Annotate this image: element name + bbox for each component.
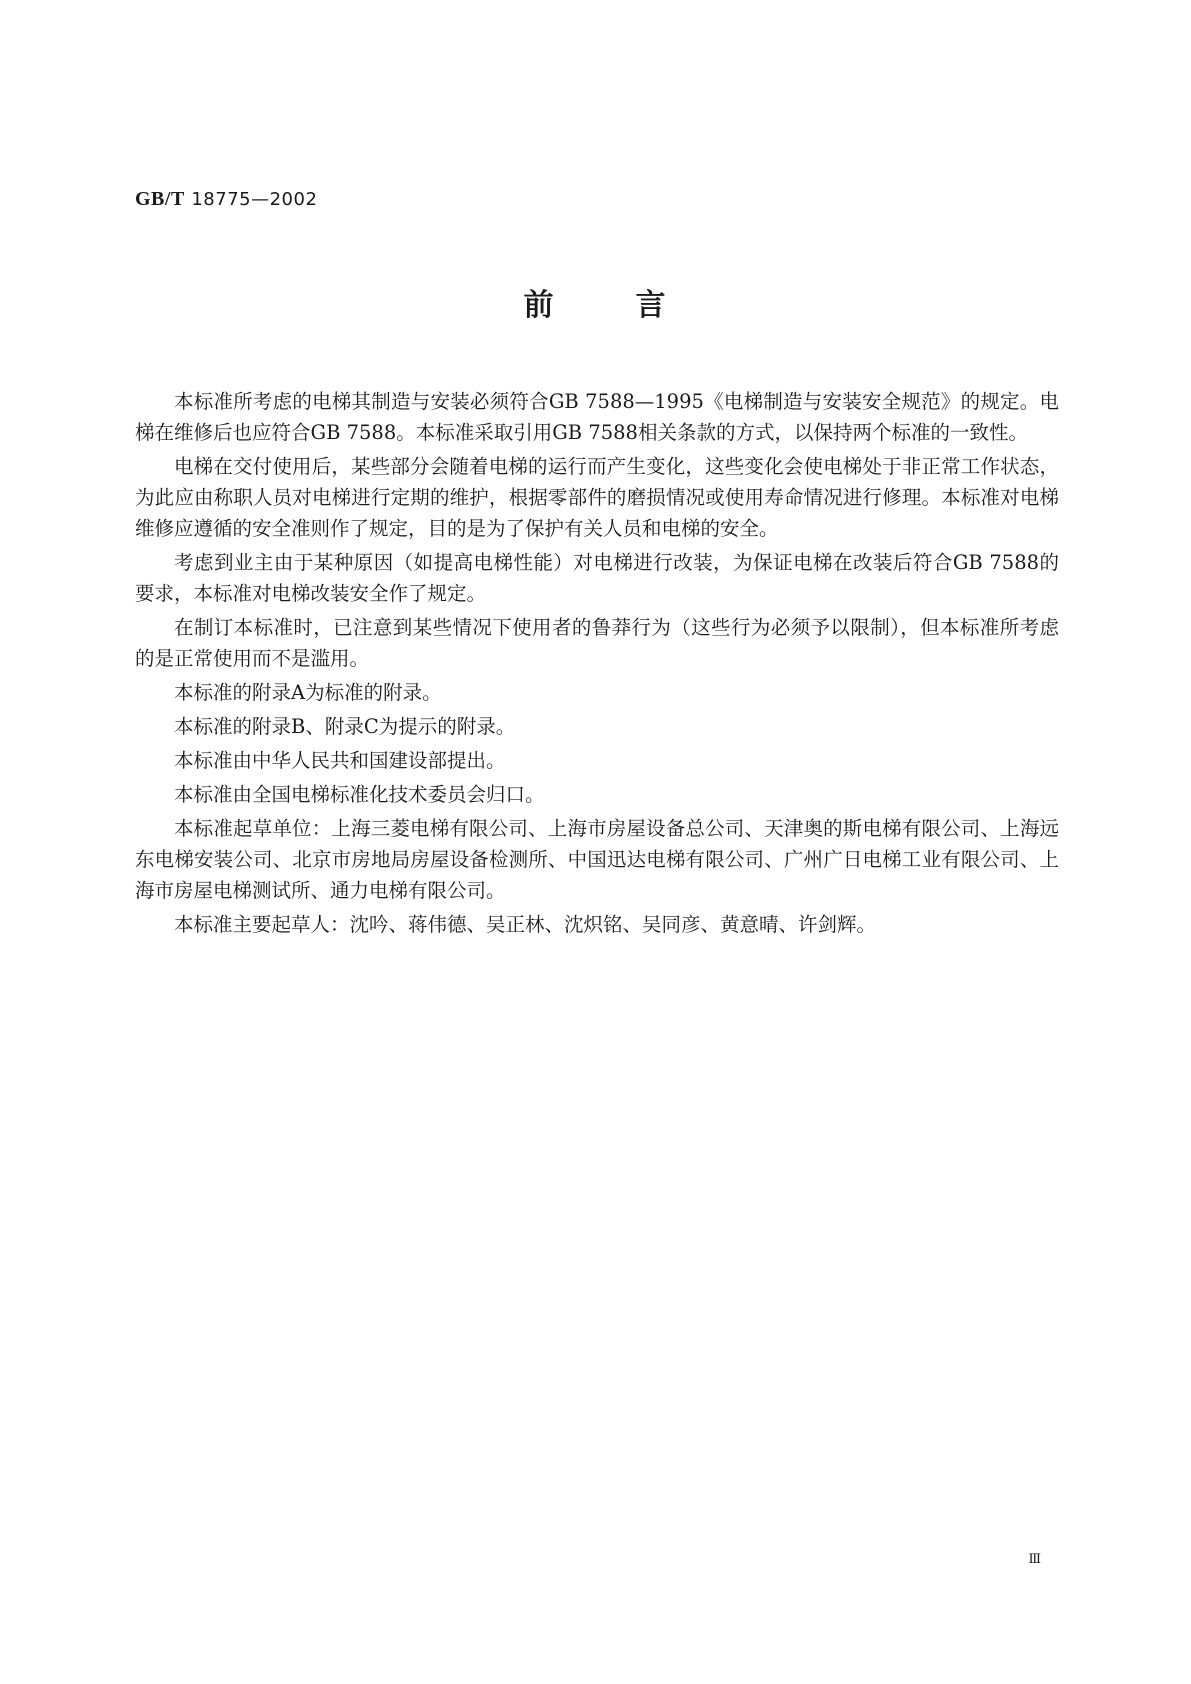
paragraph: 本标准由全国电梯标准化技术委员会归口。 [174,783,545,806]
paragraph: 本标准由中华人民共和国建设部提出。 [174,749,506,772]
page-number: Ⅲ [1028,1552,1041,1567]
paragraph: 在制订本标准时，已注意到某些情况下使用者的鲁莽行为（这些行为必须予以限制），但本标准所考虑的是正常使用而不是滥用。 [135,616,1059,670]
paragraph: 本标准的附录B、附录C为提示的附录。 [174,715,516,738]
page-title-char-2: 言 [635,288,668,323]
paragraph: 电梯在交付使用后，某些部分会随着电梯的运行而产生变化，这些变化会使电梯处于非正常工作状态，为此应由称职人员对电梯进行定期的维护，根据零部件的磨损情况或使用寿命情况进行修理。本标准对电梯维修应遵循的安全准则作了规定，目的是为了保护有关人员和电梯的安全。 [135,455,1059,540]
paragraph: 本标准主要起草人：沈吟、蒋伟德、吴正林、沈炽铭、吴同彦、黄意晴、许剑辉。 [174,913,877,936]
paragraph: 本标准的附录A为标准的附录。 [174,681,442,704]
page-title [0,280,1191,324]
standard-code: GB/T [135,188,185,210]
standard-number: 18775—2002 [191,189,318,210]
paragraph: 本标准所考虑的电梯其制造与安装必须符合GB 7588—1995《电梯制造与安装安全规范》的规定。电梯在维修后也应符合GB 7588。本标准采取引用GB 7588相关条款的方式，以保持两个标准的一致性。 [135,390,1059,444]
paragraph: 本标准起草单位：上海三菱电梯有限公司、上海市房屋设备总公司、天津奥的斯电梯有限公司、上海远东电梯安装公司、北京市房地局房屋设备检测所、中国迅达电梯有限公司、广州广日电梯工业有限公司、上海市房屋电梯测试所、通力电梯有限公司。 [135,817,1059,902]
page-title-char-1: 前 [523,288,556,323]
standard-number-header [135,188,317,211]
paragraph: 考虑到业主由于某种原因（如提高电梯性能）对电梯进行改装，为保证电梯在改装后符合GB 7588的要求，本标准对电梯改装安全作了规定。 [135,551,1059,605]
foreword-body [135,386,1059,943]
